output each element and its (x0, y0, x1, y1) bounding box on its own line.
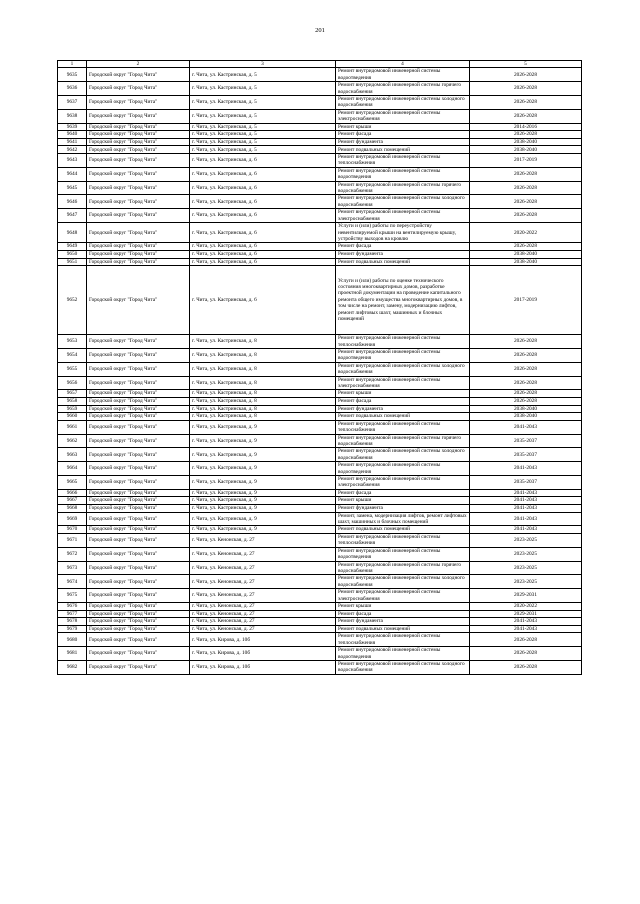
address-cell: г. Чита, ул. Кастринская, д. 8 (190, 376, 336, 390)
table-row (58, 167, 582, 181)
row-number-cell: 9665 (58, 475, 87, 489)
period-cell: 2026-2028 (470, 96, 582, 110)
row-number-cell: 9645 (58, 181, 87, 195)
row-number-cell: 9671 (58, 533, 87, 547)
row-number-cell: 9636 (58, 82, 87, 96)
row-number-cell: 9646 (58, 195, 87, 209)
address-cell: г. Чита, ул. Кастринская, д. 5 (190, 109, 336, 123)
address-cell: г. Чита, ул. Кастринская, д. 5 (190, 131, 336, 139)
address-cell: г. Чита, ул. Кастринская, д. 5 (190, 96, 336, 110)
work-type-cell: Услуги и (или) работы по переустройству невентилируемой крыши на вентилируемую крышу, устройству выходов на кровлю (336, 223, 470, 243)
work-type-cell: Ремонт внутридомовой инженерной системы теплоснабжения (336, 154, 470, 168)
row-number-cell: 9666 (58, 489, 87, 497)
municipality-cell: Городской округ "Город Чита" (87, 96, 190, 110)
row-number-cell: 9676 (58, 603, 87, 611)
table-row (58, 575, 582, 589)
municipality-cell: Городской округ "Город Чита" (87, 618, 190, 626)
period-cell: 2041-2043 (470, 526, 582, 534)
address-cell: г. Чита, ул. Кенонская, д. 27 (190, 561, 336, 575)
address-cell: г. Чита, ул. Кенонская, д. 27 (190, 533, 336, 547)
address-cell: г. Чита, ул. Кастринская, д. 6 (190, 250, 336, 258)
address-cell: г. Чита, ул. Кастринская, д. 9 (190, 434, 336, 448)
address-cell: г. Чита, ул. Кастринская, д. 5 (190, 68, 336, 82)
work-type-cell: Ремонт внутридомовой инженерной системы горячего водоснабжения (336, 561, 470, 575)
work-type-cell: Ремонт фасада (336, 489, 470, 497)
period-cell: 2026-2028 (470, 167, 582, 181)
row-number-cell: 9643 (58, 154, 87, 168)
municipality-cell: Городской округ "Город Чита" (87, 405, 190, 413)
municipality-cell: Городской округ "Город Чита" (87, 258, 190, 266)
table-row (58, 397, 582, 405)
address-cell: г. Чита, ул. Кастринская, д. 8 (190, 390, 336, 398)
period-cell: 2023-2025 (470, 533, 582, 547)
table-row (58, 633, 582, 647)
municipality-cell: Городской округ "Город Чита" (87, 413, 190, 421)
table-row (58, 434, 582, 448)
period-cell: 2023-2025 (470, 575, 582, 589)
work-type-cell: Ремонт внутридомовой инженерной системы электроснабжения (336, 109, 470, 123)
table-row (58, 448, 582, 462)
row-number-cell: 9674 (58, 575, 87, 589)
address-cell: г. Чита, ул. Кастринская, д. 5 (190, 82, 336, 96)
address-cell: г. Чита, ул. Кастринская, д. 6 (190, 195, 336, 209)
row-number-cell: 9680 (58, 633, 87, 647)
work-type-cell: Ремонт фасада (336, 397, 470, 405)
row-number-cell: 9644 (58, 167, 87, 181)
municipality-cell: Городской округ "Город Чита" (87, 131, 190, 139)
row-number-cell: 9655 (58, 362, 87, 376)
address-cell: г. Чита, ул. Кирова, д. 10б (190, 647, 336, 661)
work-type-cell: Ремонт внутридомовой инженерной системы электроснабжения (336, 376, 470, 390)
address-cell: г. Чита, ул. Кастринская, д. 8 (190, 348, 336, 362)
municipality-cell: Городской округ "Город Чита" (87, 547, 190, 561)
work-type-cell: Ремонт крыши (336, 603, 470, 611)
municipality-cell: Городской округ "Город Чита" (87, 348, 190, 362)
header-row (58, 61, 582, 68)
address-cell: г. Чита, ул. Кастринская, д. 9 (190, 489, 336, 497)
work-type-cell: Ремонт подвальных помещений (336, 146, 470, 154)
row-number-cell: 9651 (58, 258, 87, 266)
period-cell: 2026-2028 (470, 390, 582, 398)
works-table (57, 60, 582, 675)
address-cell: г. Чита, ул. Кастринская, д. 6 (190, 209, 336, 223)
municipality-cell: Городской округ "Город Чита" (87, 109, 190, 123)
municipality-cell: Городской округ "Город Чита" (87, 526, 190, 534)
header-cell: 2 (87, 61, 190, 68)
row-number-cell: 9664 (58, 462, 87, 476)
address-cell: г. Чита, ул. Кастринская, д. 8 (190, 362, 336, 376)
work-type-cell: Ремонт фундамента (336, 405, 470, 413)
table-row (58, 335, 582, 349)
work-type-cell: Ремонт внутридомовой инженерной системы теплоснабжения (336, 335, 470, 349)
work-type-cell: Ремонт внутридомовой инженерной системы водоотведения (336, 68, 470, 82)
municipality-cell: Городской округ "Город Чита" (87, 603, 190, 611)
municipality-cell: Городской округ "Город Чита" (87, 512, 190, 526)
work-type-cell: Ремонт внутридомовой инженерной системы водоотведения (336, 462, 470, 476)
work-type-cell: Ремонт внутридомовой инженерной системы теплоснабжения (336, 633, 470, 647)
municipality-cell: Городской округ "Город Чита" (87, 68, 190, 82)
address-cell: г. Чита, ул. Кастринская, д. 9 (190, 420, 336, 434)
row-number-cell: 9667 (58, 497, 87, 505)
address-cell: г. Чита, ул. Кенонская, д. 27 (190, 610, 336, 618)
address-cell: г. Чита, ул. Кенонская, д. 27 (190, 575, 336, 589)
period-cell: 2020-2022 (470, 223, 582, 243)
table-row (58, 526, 582, 534)
table-row (58, 138, 582, 146)
row-number-cell: 9656 (58, 376, 87, 390)
period-cell: 2041-2043 (470, 420, 582, 434)
row-number-cell: 9658 (58, 397, 87, 405)
row-number-cell: 9675 (58, 589, 87, 603)
work-type-cell: Ремонт фундамента (336, 618, 470, 626)
period-cell: 2026-2028 (470, 195, 582, 209)
address-cell: г. Чита, ул. Кастринская, д. 6 (190, 223, 336, 243)
municipality-cell: Городской округ "Город Чита" (87, 397, 190, 405)
period-cell: 2029-2031 (470, 589, 582, 603)
row-number-cell: 9668 (58, 504, 87, 512)
period-cell: 2029-2031 (470, 610, 582, 618)
municipality-cell: Городской округ "Город Чита" (87, 610, 190, 618)
row-number-cell: 9663 (58, 448, 87, 462)
work-type-cell: Ремонт крыши (336, 497, 470, 505)
page-number: 201 (315, 27, 325, 34)
municipality-cell: Городской округ "Город Чита" (87, 489, 190, 497)
address-cell: г. Чита, ул. Кастринская, д. 9 (190, 504, 336, 512)
table-row (58, 146, 582, 154)
table-row (58, 390, 582, 398)
municipality-cell: Городской округ "Город Чита" (87, 167, 190, 181)
work-type-cell: Ремонт внутридомовой инженерной системы водоотведения (336, 348, 470, 362)
table-row (58, 603, 582, 611)
work-type-cell: Ремонт фундамента (336, 138, 470, 146)
municipality-cell: Городской округ "Город Чита" (87, 561, 190, 575)
table-row (58, 154, 582, 168)
municipality-cell: Городской округ "Город Чита" (87, 223, 190, 243)
work-type-cell: Ремонт внутридомовой инженерной системы водоотведения (336, 547, 470, 561)
municipality-cell: Городской округ "Город Чита" (87, 362, 190, 376)
work-type-cell: Ремонт внутридомовой инженерной системы электроснабжения (336, 589, 470, 603)
period-cell: 2026-2028 (470, 376, 582, 390)
work-type-cell: Ремонт подвальных помещений (336, 526, 470, 534)
row-number-cell: 9654 (58, 348, 87, 362)
work-type-cell: Ремонт внутридомовой инженерной системы холодного водоснабжения (336, 575, 470, 589)
period-cell: 2023-2025 (470, 547, 582, 561)
row-number-cell: 9639 (58, 123, 87, 131)
table-row (58, 123, 582, 131)
row-number-cell: 9670 (58, 526, 87, 534)
row-number-cell: 9682 (58, 661, 87, 675)
table-row (58, 561, 582, 575)
table-row (58, 243, 582, 251)
period-cell: 2026-2028 (470, 633, 582, 647)
work-type-cell: Ремонт внутридомовой инженерной системы холодного водоснабжения (336, 661, 470, 675)
address-cell: г. Чита, ул. Кенонская, д. 27 (190, 625, 336, 633)
period-cell: 2035-2037 (470, 448, 582, 462)
table-row (58, 109, 582, 123)
address-cell: г. Чита, ул. Кастринская, д. 9 (190, 475, 336, 489)
municipality-cell: Городской округ "Город Чита" (87, 123, 190, 131)
period-cell: 2038-2040 (470, 405, 582, 413)
table-row (58, 533, 582, 547)
address-cell: г. Чита, ул. Кастринская, д. 5 (190, 123, 336, 131)
row-number-cell: 9672 (58, 547, 87, 561)
period-cell: 2041-2043 (470, 497, 582, 505)
municipality-cell: Городской округ "Город Чита" (87, 376, 190, 390)
table-row (58, 376, 582, 390)
table-row (58, 610, 582, 618)
municipality-cell: Городской округ "Город Чита" (87, 209, 190, 223)
table-row (58, 82, 582, 96)
municipality-cell: Городской округ "Город Чита" (87, 181, 190, 195)
address-cell: г. Чита, ул. Кастринская, д. 5 (190, 138, 336, 146)
table-row (58, 504, 582, 512)
work-type-cell: Ремонт крыши (336, 390, 470, 398)
table-row (58, 547, 582, 561)
table-row (58, 497, 582, 505)
work-type-cell: Ремонт внутридомовой инженерной системы холодного водоснабжения (336, 362, 470, 376)
municipality-cell: Городской округ "Город Чита" (87, 533, 190, 547)
period-cell: 2038-2040 (470, 250, 582, 258)
work-type-cell: Ремонт внутридомовой инженерной системы водоотведения (336, 647, 470, 661)
period-cell: 2038-2040 (470, 413, 582, 421)
period-cell: 2026-2028 (470, 362, 582, 376)
table-row (58, 661, 582, 675)
table-row (58, 420, 582, 434)
municipality-cell: Городской округ "Город Чита" (87, 504, 190, 512)
period-cell: 2026-2028 (470, 68, 582, 82)
period-cell: 2041-2043 (470, 504, 582, 512)
table-row (58, 131, 582, 139)
address-cell: г. Чита, ул. Кастринская, д. 6 (190, 167, 336, 181)
table-row (58, 589, 582, 603)
period-cell: 2017-2019 (470, 266, 582, 335)
municipality-cell: Городской округ "Город Чита" (87, 146, 190, 154)
municipality-cell: Городской округ "Город Чита" (87, 250, 190, 258)
header-cell: 1 (58, 61, 87, 68)
period-cell: 2014-2016 (470, 123, 582, 131)
work-type-cell: Ремонт внутридомовой инженерной системы теплоснабжения (336, 420, 470, 434)
table-row (58, 512, 582, 526)
row-number-cell: 9661 (58, 420, 87, 434)
municipality-cell: Городской округ "Город Чита" (87, 243, 190, 251)
row-number-cell: 9673 (58, 561, 87, 575)
period-cell: 2020-2022 (470, 603, 582, 611)
row-number-cell: 9650 (58, 250, 87, 258)
work-type-cell: Ремонт подвальных помещений (336, 258, 470, 266)
municipality-cell: Городской округ "Город Чита" (87, 625, 190, 633)
row-number-cell: 9653 (58, 335, 87, 349)
work-type-cell: Ремонт внутридомовой инженерной системы горячего водоснабжения (336, 434, 470, 448)
period-cell: 2026-2028 (470, 348, 582, 362)
table-row (58, 489, 582, 497)
work-type-cell: Ремонт фасада (336, 131, 470, 139)
work-type-cell: Ремонт подвальных помещений (336, 413, 470, 421)
period-cell: 2026-2028 (470, 647, 582, 661)
row-number-cell: 9662 (58, 434, 87, 448)
period-cell: 2026-2028 (470, 131, 582, 139)
municipality-cell: Городской округ "Город Чита" (87, 154, 190, 168)
municipality-cell: Городской округ "Город Чита" (87, 575, 190, 589)
period-cell: 2041-2043 (470, 512, 582, 526)
work-type-cell: Ремонт внутридомовой инженерной системы холодного водоснабжения (336, 96, 470, 110)
address-cell: г. Чита, ул. Кирова, д. 10б (190, 633, 336, 647)
table-row (58, 413, 582, 421)
table-row (58, 266, 582, 335)
work-type-cell: Ремонт крыши (336, 123, 470, 131)
table-row (58, 223, 582, 243)
row-number-cell: 9649 (58, 243, 87, 251)
municipality-cell: Городской округ "Город Чита" (87, 420, 190, 434)
row-number-cell: 9638 (58, 109, 87, 123)
table-row (58, 250, 582, 258)
municipality-cell: Городской округ "Город Чита" (87, 647, 190, 661)
address-cell: г. Чита, ул. Кастринская, д. 9 (190, 526, 336, 534)
row-number-cell: 9637 (58, 96, 87, 110)
address-cell: г. Чита, ул. Кенонская, д. 27 (190, 603, 336, 611)
work-type-cell: Ремонт внутридомовой инженерной системы горячего водоснабжения (336, 82, 470, 96)
address-cell: г. Чита, ул. Кастринская, д. 6 (190, 154, 336, 168)
work-type-cell: Ремонт внутридомовой инженерной системы холодного водоснабжения (336, 448, 470, 462)
row-number-cell: 9677 (58, 610, 87, 618)
municipality-cell: Городской округ "Город Чита" (87, 335, 190, 349)
table-row (58, 362, 582, 376)
header-cell: 5 (470, 61, 582, 68)
period-cell: 2038-2040 (470, 258, 582, 266)
row-number-cell: 9669 (58, 512, 87, 526)
address-cell: г. Чита, ул. Кастринская, д. 9 (190, 512, 336, 526)
row-number-cell: 9635 (58, 68, 87, 82)
table-row (58, 618, 582, 626)
period-cell: 2026-2028 (470, 335, 582, 349)
period-cell: 2041-2043 (470, 462, 582, 476)
table-row (58, 195, 582, 209)
work-type-cell: Ремонт фундамента (336, 250, 470, 258)
table-row (58, 96, 582, 110)
period-cell: 2026-2028 (470, 109, 582, 123)
period-cell: 2038-2040 (470, 138, 582, 146)
row-number-cell: 9657 (58, 390, 87, 398)
work-type-cell: Ремонт внутридомовой инженерной системы электроснабжения (336, 209, 470, 223)
municipality-cell: Городской округ "Город Чита" (87, 195, 190, 209)
period-cell: 2026-2028 (470, 661, 582, 675)
address-cell: г. Чита, ул. Кенонская, д. 27 (190, 618, 336, 626)
work-type-cell: Ремонт внутридомовой инженерной системы электроснабжения (336, 475, 470, 489)
period-cell: 2017-2019 (470, 154, 582, 168)
table-row (58, 647, 582, 661)
work-type-cell: Ремонт фундамента (336, 504, 470, 512)
period-cell: 2038-2040 (470, 146, 582, 154)
table-row (58, 68, 582, 82)
address-cell: г. Чита, ул. Кенонская, д. 27 (190, 589, 336, 603)
address-cell: г. Чита, ул. Кастринская, д. 9 (190, 462, 336, 476)
municipality-cell: Городской округ "Город Чита" (87, 589, 190, 603)
header-cell: 3 (190, 61, 336, 68)
address-cell: г. Чита, ул. Кастринская, д. 6 (190, 258, 336, 266)
row-number-cell: 9642 (58, 146, 87, 154)
municipality-cell: Городской округ "Город Чита" (87, 266, 190, 335)
work-type-cell: Ремонт внутридомовой инженерной системы холодного водоснабжения (336, 195, 470, 209)
row-number-cell: 9641 (58, 138, 87, 146)
work-type-cell: Ремонт, замена, модернизация лифтов, ремонт лифтовых шахт, машинных и блочных помещений (336, 512, 470, 526)
period-cell: 2041-2043 (470, 625, 582, 633)
row-number-cell: 9678 (58, 618, 87, 626)
work-type-cell: Ремонт внутридомовой инженерной системы горячего водоснабжения (336, 181, 470, 195)
table-row (58, 462, 582, 476)
period-cell: 2026-2028 (470, 82, 582, 96)
municipality-cell: Городской округ "Город Чита" (87, 633, 190, 647)
municipality-cell: Городской округ "Город Чита" (87, 497, 190, 505)
municipality-cell: Городской округ "Город Чита" (87, 434, 190, 448)
period-cell: 2035-2037 (470, 434, 582, 448)
address-cell: г. Чита, ул. Кастринская, д. 8 (190, 405, 336, 413)
work-type-cell: Ремонт внутридомовой инженерной системы водоотведения (336, 167, 470, 181)
period-cell: 2023-2025 (470, 561, 582, 575)
address-cell: г. Чита, ул. Кастринская, д. 6 (190, 181, 336, 195)
row-number-cell: 9681 (58, 647, 87, 661)
address-cell: г. Чита, ул. Кастринская, д. 5 (190, 146, 336, 154)
table-row (58, 405, 582, 413)
row-number-cell: 9659 (58, 405, 87, 413)
row-number-cell: 9640 (58, 131, 87, 139)
address-cell: г. Чита, ул. Кастринская, д. 8 (190, 397, 336, 405)
municipality-cell: Городской округ "Город Чита" (87, 462, 190, 476)
table-row (58, 475, 582, 489)
period-cell: 2026-2028 (470, 397, 582, 405)
address-cell: г. Чита, ул. Кастринская, д. 6 (190, 243, 336, 251)
work-type-cell: Ремонт фасада (336, 243, 470, 251)
address-cell: г. Чита, ул. Кастринская, д. 9 (190, 448, 336, 462)
municipality-cell: Городской округ "Город Чита" (87, 661, 190, 675)
table-row (58, 181, 582, 195)
table-row (58, 348, 582, 362)
address-cell: г. Чита, ул. Кирова, д. 10б (190, 661, 336, 675)
row-number-cell: 9648 (58, 223, 87, 243)
municipality-cell: Городской округ "Город Чита" (87, 475, 190, 489)
address-cell: г. Чита, ул. Кастринская, д. 9 (190, 497, 336, 505)
address-cell: г. Чита, ул. Кастринская, д. 8 (190, 335, 336, 349)
work-type-cell: Ремонт фасада (336, 610, 470, 618)
period-cell: 2041-2043 (470, 618, 582, 626)
period-cell: 2026-2028 (470, 181, 582, 195)
address-cell: г. Чита, ул. Кастринская, д. 8 (190, 413, 336, 421)
table-row (58, 625, 582, 633)
row-number-cell: 9660 (58, 413, 87, 421)
work-type-cell: Услуги и (или) работы по оценке технического состояния многоквартирных домов, разработке проектной документации на проведение капитального ремонта общего имущества многоквартирных домов, в том числе на ремонт, замену, модернизацию лифтов, ремонт лифтовых шахт, машинных и блочных помещений (336, 266, 470, 335)
period-cell: 2041-2043 (470, 489, 582, 497)
municipality-cell: Городской округ "Город Чита" (87, 390, 190, 398)
period-cell: 2035-2037 (470, 475, 582, 489)
table-row (58, 258, 582, 266)
municipality-cell: Городской округ "Город Чита" (87, 138, 190, 146)
table-row (58, 209, 582, 223)
period-cell: 2026-2028 (470, 243, 582, 251)
address-cell: г. Чита, ул. Кенонская, д. 27 (190, 547, 336, 561)
work-type-cell: Ремонт подвальных помещений (336, 625, 470, 633)
address-cell: г. Чита, ул. Кастринская, д. 6 (190, 266, 336, 335)
row-number-cell: 9647 (58, 209, 87, 223)
municipality-cell: Городской округ "Город Чита" (87, 448, 190, 462)
period-cell: 2026-2028 (470, 209, 582, 223)
work-type-cell: Ремонт внутридомовой инженерной системы теплоснабжения (336, 533, 470, 547)
header-cell: 4 (336, 61, 470, 68)
municipality-cell: Городской округ "Город Чита" (87, 82, 190, 96)
row-number-cell: 9679 (58, 625, 87, 633)
row-number-cell: 9652 (58, 266, 87, 335)
